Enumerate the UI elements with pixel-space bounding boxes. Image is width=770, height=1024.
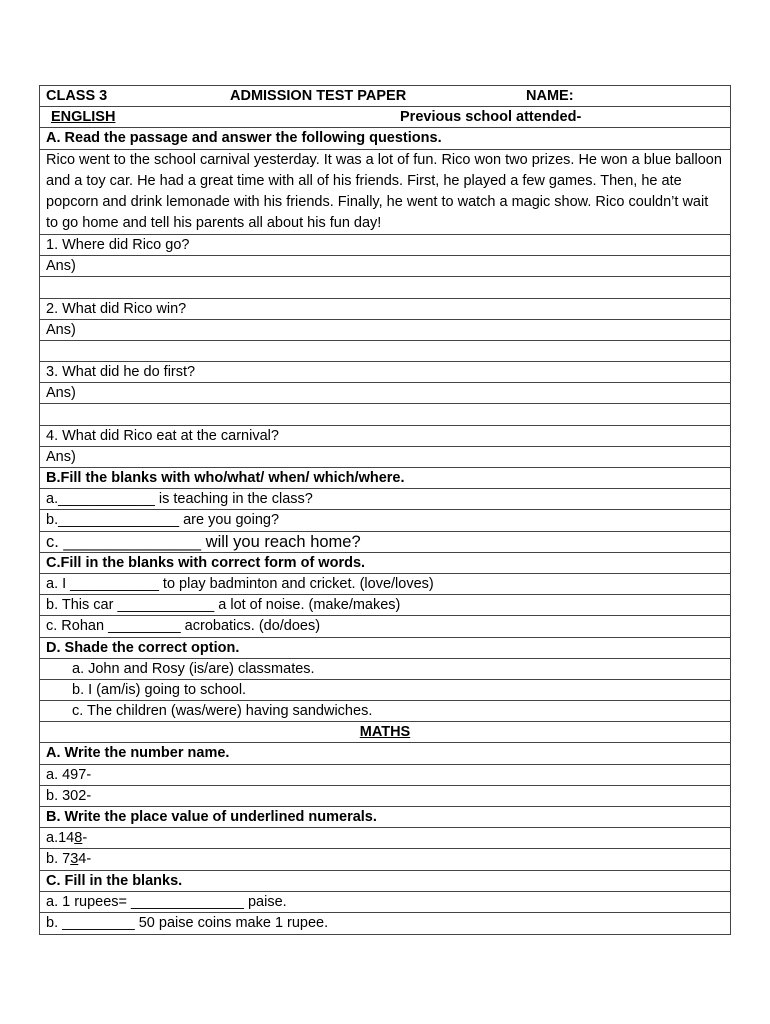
- maths-section-c-heading: C. Fill in the blanks.: [40, 871, 730, 892]
- header-row: [40, 86, 730, 107]
- answer-3-label: Ans): [40, 383, 730, 404]
- answer-2-space[interactable]: [40, 341, 730, 362]
- maths-title: MATHS: [359, 724, 411, 741]
- answer-2-label: Ans): [40, 320, 730, 341]
- fill-form-c-a: a. I ___________ to play badminton and cricket. (love/loves): [40, 574, 730, 595]
- english-section-c-heading: C.Fill in the blanks with correct form of words.: [40, 553, 730, 574]
- number-name-a: a. 497-: [40, 765, 730, 786]
- previous-school-label: Previous school attended-: [400, 109, 582, 126]
- fill-blank-b-a: a.____________ is teaching in the class?: [40, 489, 730, 510]
- fill-blank-b-c: c. _______________ will you reach home?: [40, 532, 730, 553]
- fill-blank-maths-a: a. 1 rupees= ______________ paise.: [40, 892, 730, 913]
- paper-title: ADMISSION TEST PAPER: [230, 88, 407, 104]
- place-value-b-prefix: b. 7: [46, 851, 71, 868]
- answer-3-space[interactable]: [40, 404, 730, 425]
- place-value-b-underlined: 3: [70, 851, 79, 868]
- fill-form-c-b: b. This car ____________ a lot of noise. (make/makes): [40, 595, 730, 616]
- fill-form-c-c: c. Rohan _________ acrobatics. (do/does): [40, 616, 730, 637]
- shade-option-a: a. John and Rosy (is/are) classmates.: [40, 659, 730, 680]
- test-paper-table: [39, 85, 731, 935]
- class-label: CLASS 3: [46, 88, 108, 104]
- fill-blank-b-b: b._______________ are you going?: [40, 510, 730, 531]
- name-field-label: NAME:: [526, 88, 574, 104]
- question-2: 2. What did Rico win?: [40, 299, 730, 320]
- place-value-a: [40, 828, 730, 849]
- subject-row: [40, 107, 730, 128]
- answer-1-space[interactable]: [40, 277, 730, 298]
- maths-title-row: [40, 722, 730, 743]
- place-value-b: [40, 849, 730, 870]
- shade-option-b: b. I (am/is) going to school.: [40, 680, 730, 701]
- question-4: 4. What did Rico eat at the carnival?: [40, 426, 730, 447]
- answer-4-label: Ans): [40, 447, 730, 468]
- english-section-d-heading: D. Shade the correct option.: [40, 638, 730, 659]
- place-value-b-suffix: 4-: [78, 851, 92, 868]
- subject-english: ENGLISH: [51, 109, 116, 126]
- question-3: 3. What did he do first?: [40, 362, 730, 383]
- reading-passage: Rico went to the school carnival yesterday. It was a lot of fun. Rico won two prizes. He won a blue balloon and a toy car. He had a great time with all of his friends. First, he played a few games. Then, he ate popcorn and drink lemonade with his friends. Finally, he went to watch a magic show. Rico couldn’t wait to go home and tell his parents all about his fun day!: [40, 150, 730, 235]
- fill-blank-maths-b: b. _________ 50 paise coins make 1 rupee.: [46, 914, 329, 931]
- question-1: 1. Where did Rico go?: [40, 235, 730, 256]
- answer-1-label: Ans): [40, 256, 730, 277]
- maths-section-b-heading: B. Write the place value of underlined numerals.: [40, 807, 730, 828]
- number-name-b: b. 302-: [40, 786, 730, 807]
- place-value-a-prefix: a.14: [46, 830, 75, 847]
- maths-section-a-heading: A. Write the number name.: [40, 743, 730, 764]
- place-value-a-underlined: 8: [74, 830, 83, 847]
- english-section-b-heading: B.Fill the blanks with who/what/ when/ which/where.: [40, 468, 730, 489]
- english-section-a-heading: A. Read the passage and answer the following questions.: [40, 128, 730, 149]
- shade-option-c: c. The children (was/were) having sandwiches.: [40, 701, 730, 722]
- place-value-a-suffix: -: [82, 830, 88, 847]
